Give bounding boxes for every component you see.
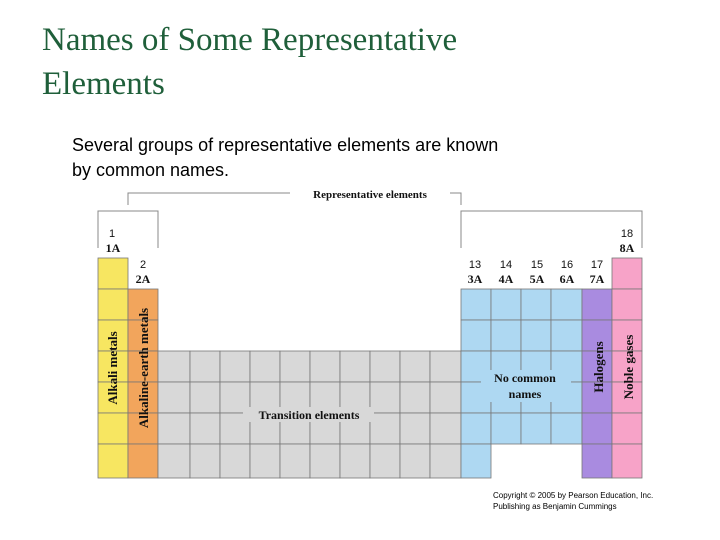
body-line-2: by common names. bbox=[72, 160, 230, 180]
no-common-cell-col13-row5 bbox=[461, 413, 491, 444]
no-common-cell-col15-row1 bbox=[521, 289, 551, 320]
transition-cell-col5-row1 bbox=[220, 351, 250, 382]
transition-cell-col8-row1 bbox=[310, 351, 340, 382]
transition-cell-col12-row2 bbox=[430, 382, 461, 413]
alkaline-earth-metals-label: Alkaline-earth metals bbox=[136, 307, 151, 429]
transition-cell-col5-row4 bbox=[220, 444, 250, 478]
no-common-cell-col15-row2 bbox=[521, 320, 551, 351]
transition-cell-col10-row4 bbox=[370, 444, 400, 478]
transition-cell-col4-row4 bbox=[190, 444, 220, 478]
transition-cell-col11-row4 bbox=[400, 444, 430, 478]
transition-cell-col7-row1 bbox=[280, 351, 310, 382]
alkali-cell-col1-row7 bbox=[98, 444, 128, 478]
no-common-cell-col14-row2 bbox=[491, 320, 521, 351]
transition-cell-col9-row1 bbox=[340, 351, 370, 382]
alkali-cell-col1-row1 bbox=[98, 258, 128, 289]
noble-gases-label: Noble gases bbox=[621, 334, 636, 400]
group-number-14: 14 bbox=[499, 259, 513, 271]
body-line-1: Several groups of representative elements are known bbox=[72, 135, 499, 155]
title-line-1: Names of Some Representative bbox=[42, 22, 458, 58]
transition-cell-col12-row4 bbox=[430, 444, 461, 478]
transition-cell-col6-row4 bbox=[250, 444, 280, 478]
group-number-1: 1 bbox=[108, 228, 116, 240]
copyright-line-1: Copyright © 2005 by Pearson Education, Inc. bbox=[493, 491, 654, 500]
no-common-names-line-2: names bbox=[508, 387, 542, 401]
group-letter-8a: 8A bbox=[619, 241, 635, 255]
no-common-cell-col13-row6 bbox=[461, 444, 491, 478]
transition-cell-col3-row1 bbox=[158, 351, 190, 382]
no-common-cell-col13-row2 bbox=[461, 320, 491, 351]
halogens-cell-col17-row1 bbox=[582, 289, 612, 320]
group-number-13: 13 bbox=[468, 259, 482, 271]
transition-cell-col9-row4 bbox=[340, 444, 370, 478]
transition-cell-col8-row4 bbox=[310, 444, 340, 478]
group-letter-7a: 7A bbox=[589, 272, 605, 286]
no-common-cell-col16-row2 bbox=[551, 320, 582, 351]
transition-cell-col3-row2 bbox=[158, 382, 190, 413]
representative-elements-label: Representative elements bbox=[313, 189, 427, 201]
halogens-label: Halogens bbox=[591, 341, 606, 393]
transition-cell-col12-row3 bbox=[430, 413, 461, 444]
group-number-18: 18 bbox=[620, 228, 634, 240]
transition-cell-col10-row1 bbox=[370, 351, 400, 382]
transition-cell-col4-row3 bbox=[190, 413, 220, 444]
no-common-cell-col16-row1 bbox=[551, 289, 582, 320]
alkali-cell-col1-row2 bbox=[98, 289, 128, 320]
alkali-metals-label: Alkali metals bbox=[105, 331, 120, 405]
transition-cell-col3-row4 bbox=[158, 444, 190, 478]
group-letter-5a: 5A bbox=[529, 272, 545, 286]
transition-cell-col10-row2 bbox=[370, 382, 400, 413]
no-common-cell-col14-row1 bbox=[491, 289, 521, 320]
group-letter-4a: 4A bbox=[498, 272, 514, 286]
noble-cell-col18-row7 bbox=[612, 444, 642, 478]
group-number-2: 2 bbox=[139, 259, 147, 271]
group-letter-6a: 6A bbox=[559, 272, 575, 286]
noble-cell-col18-row2 bbox=[612, 289, 642, 320]
copyright-line-2: Publishing as Benjamin Cummings bbox=[493, 502, 617, 511]
transition-elements-label: Transition elements bbox=[258, 408, 360, 422]
transition-cell-col11-row1 bbox=[400, 351, 430, 382]
no-common-names-line-1: No common bbox=[494, 371, 556, 385]
no-common-cell-col15-row5 bbox=[521, 413, 551, 444]
transition-cell-col11-row3 bbox=[400, 413, 430, 444]
transition-cell-col6-row1 bbox=[250, 351, 280, 382]
group-number-15: 15 bbox=[530, 259, 544, 271]
transition-cell-col11-row2 bbox=[400, 382, 430, 413]
halogens-cell-col17-row6 bbox=[582, 444, 612, 478]
group-number-16: 16 bbox=[560, 259, 574, 271]
group-letter-3a: 3A bbox=[467, 272, 483, 286]
no-common-cell-col16-row5 bbox=[551, 413, 582, 444]
no-common-cell-col13-row1 bbox=[461, 289, 491, 320]
noble-cell-col18-row6 bbox=[612, 413, 642, 444]
transition-cell-col3-row3 bbox=[158, 413, 190, 444]
no-common-cell-col14-row5 bbox=[491, 413, 521, 444]
group-letter-1a: 1A bbox=[105, 241, 121, 255]
alkaline-earth-cell-col2-row6 bbox=[128, 444, 158, 478]
group-number-17: 17 bbox=[590, 259, 604, 271]
right-group-bracket bbox=[461, 211, 642, 248]
transition-cell-col10-row3 bbox=[370, 413, 400, 444]
halogens-cell-col17-row5 bbox=[582, 413, 612, 444]
transition-cell-col12-row1 bbox=[430, 351, 461, 382]
transition-cell-col7-row4 bbox=[280, 444, 310, 478]
transition-cell-col4-row2 bbox=[190, 382, 220, 413]
transition-cell-col4-row1 bbox=[190, 351, 220, 382]
group-letter-2a: 2A bbox=[135, 272, 151, 286]
noble-cell-col18-row1 bbox=[612, 258, 642, 289]
periodic-table-cells bbox=[98, 258, 642, 478]
title-line-2: Elements bbox=[42, 66, 165, 102]
alkali-cell-col1-row6 bbox=[98, 413, 128, 444]
copyright-notice bbox=[493, 490, 653, 512]
bracket-lines bbox=[98, 193, 642, 248]
